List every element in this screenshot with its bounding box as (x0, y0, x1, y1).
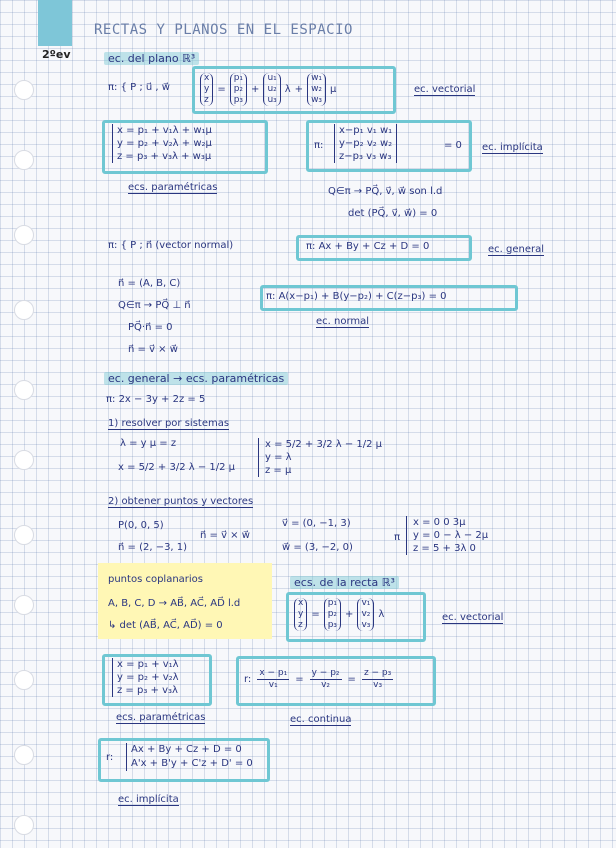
binder-hole (14, 745, 34, 765)
normal-label: ec. normal (316, 316, 370, 327)
tab-label: 2ºev (42, 48, 71, 61)
line-continuous-label: ec. continua (290, 714, 352, 725)
binder-hole (14, 525, 34, 545)
note-line-2: ↳ det (AB⃗, AC⃗, AD⃗) = 0 (108, 620, 223, 631)
page-title: RECTAS Y PLANOS EN EL ESPACIO (94, 22, 353, 38)
plane-implicit-determinant: x−p₁ v₁ w₁ y−p₂ v₂ w₂ z−p₃ v₃ w₃ (334, 124, 397, 163)
plane-general-equation: π: Ax + By + Cz + D = 0 (306, 241, 430, 252)
normal-vector: n⃗ = (A, B, C) (118, 278, 181, 289)
line-vectorial-label: ec. vectorial (442, 612, 504, 623)
line-param-equations: x = p₁ + v₁λ y = p₂ + v₂λ z = p₃ + v₃λ (112, 658, 179, 697)
vector-w: w⃗ = (3, −2, 0) (282, 542, 353, 553)
matrix-p: p₁ p₂ p₃ (230, 73, 247, 106)
note-line-1: A, B, C, D → AB⃗, AC⃗, AD⃗ l.d (108, 598, 241, 609)
point-p: P(0, 0, 5) (118, 520, 164, 531)
vector-v: v⃗ = (0, −1, 3) (282, 518, 351, 529)
binder-hole (14, 225, 34, 245)
example-given-plane: π: 2x − 3y + 2z = 5 (106, 394, 206, 405)
plane-heading: ec. del plano ℝ³ (104, 52, 199, 65)
dot-product: PQ⃗·n⃗ = 0 (128, 322, 173, 333)
line-implicit-equations: Ax + By + Cz + D = 0 A'x + B'y + C'z + D' = 0 (126, 743, 253, 771)
cross-product: n⃗ = v⃗ × w⃗ (128, 344, 178, 355)
line-vectorial-equation: x y z = p₁ p₂ p₃ + v₁ v₂ v₃ λ (294, 597, 384, 631)
binder-hole (14, 815, 34, 835)
line-continuous-equation: r: $\frac{\text{x − p₁}}{\text{v₁}}$ = $\frac{\text{y − p₂}}{\text{v₂}}$ = $\frac{\text{z − p₃}}{\text{v₃}}$ (244, 667, 392, 690)
vectorial-label: ec. vectorial (414, 84, 476, 95)
binder-hole (14, 380, 34, 400)
line-heading: ecs. de la recta ℝ³ (290, 576, 399, 589)
normal-cross: n⃗ = v⃗ × w⃗ (200, 530, 250, 541)
general-label: ec. general (488, 244, 545, 255)
line-implicit-label: ec. implícita (118, 794, 179, 805)
plane-definition: π: { P ; u⃗ , w⃗ (108, 82, 170, 93)
parameter-assignment: λ = y μ = z (120, 438, 177, 449)
matrix-u: u₁ u₂ u₃ (263, 73, 280, 106)
plane-vectorial-equation: x y z = p₁ p₂ p₃ + u₁ u₂ u₃ λ + w₁ w₂ w₃ μ (200, 72, 336, 106)
line-param-label: ecs. paramétricas (116, 712, 206, 723)
matrix-xyz: x y z (200, 73, 213, 106)
normal-vector-example: n⃗ = (2, −3, 1) (118, 542, 188, 553)
implicit-label: ec. implícita (482, 142, 543, 153)
param-label: ecs. paramétricas (128, 182, 218, 193)
binder-hole (14, 670, 34, 690)
binder-hole (14, 150, 34, 170)
plane-normal-definition: π: { P ; n⃗ (vector normal) (108, 240, 234, 251)
binder-hole (14, 300, 34, 320)
step1-title: 1) resolver por sistemas (108, 418, 230, 429)
x-expression: x = 5/2 + 3/2 λ − 1/2 μ (118, 462, 236, 473)
binder-hole (14, 450, 34, 470)
coplanar-condition: Q∈π → PQ⃗, v⃗, w⃗ son l.d (328, 186, 443, 197)
step2-title: 2) obtener puntos y vectores (108, 496, 254, 507)
tab-marker (38, 0, 72, 46)
param-system-2: x = 0 0 3μ y = 0 − λ − 2μ z = 5 + 3λ 0 (406, 516, 488, 555)
note-title: puntos coplanarios (108, 574, 204, 585)
binder-hole (14, 80, 34, 100)
plane-param-equations: x = p₁ + v₁λ + w₁μ y = p₂ + v₂λ + w₂μ z = p₃ + v₃λ + w₃μ (112, 124, 212, 163)
param-system-1: x = 5/2 + 3/2 λ − 1/2 μ y = λ z = μ (258, 438, 382, 477)
binder-hole (14, 595, 34, 615)
matrix-w: w₁ w₂ w₃ (307, 73, 326, 106)
example-heading: ec. general → ecs. paramétricas (104, 372, 288, 385)
determinant-condition: det (PQ⃗, v⃗, w⃗) = 0 (348, 208, 438, 219)
perpendicular-condition: Q∈π → PQ⃗ ⊥ n⃗ (118, 300, 191, 311)
plane-normal-equation: π: A(x−p₁) + B(y−p₂) + C(z−p₃) = 0 (266, 291, 447, 302)
